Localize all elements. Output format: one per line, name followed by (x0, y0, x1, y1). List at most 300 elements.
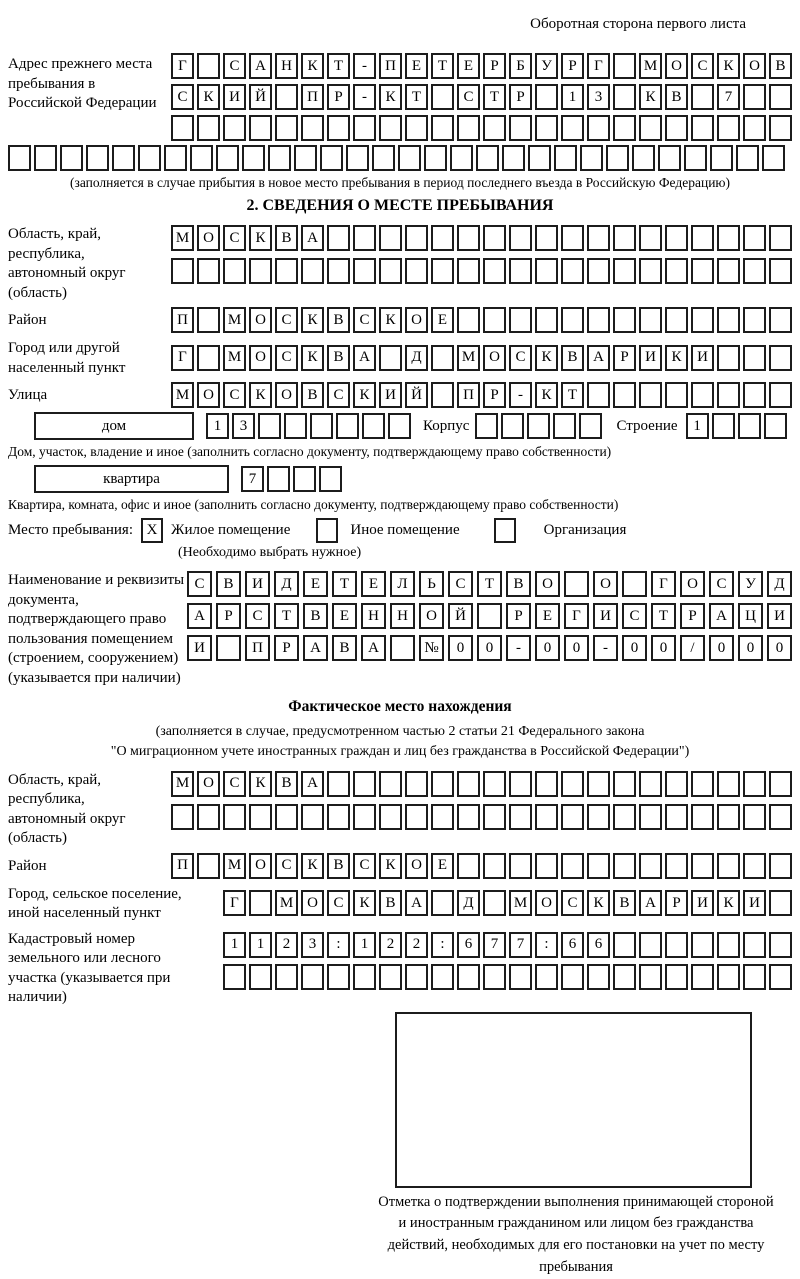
char-cell[interactable]: М (223, 345, 246, 371)
char-cell[interactable]: С (509, 345, 532, 371)
char-cell[interactable]: О (680, 571, 705, 597)
char-cell[interactable] (743, 932, 766, 958)
char-cell[interactable]: И (691, 345, 714, 371)
char-cell[interactable]: С (275, 307, 298, 333)
char-cell[interactable]: Л (390, 571, 415, 597)
char-cell[interactable]: С (353, 853, 376, 879)
char-cell[interactable]: В (613, 890, 636, 916)
char-cell[interactable] (691, 382, 714, 408)
char-cell[interactable]: М (223, 853, 246, 879)
char-cell[interactable] (613, 225, 636, 251)
char-cell[interactable] (431, 225, 454, 251)
char-cell[interactable]: К (379, 853, 402, 879)
char-cell[interactable] (293, 466, 316, 492)
char-cell[interactable]: Т (405, 84, 428, 110)
char-cell[interactable]: О (405, 853, 428, 879)
char-cell[interactable]: П (171, 307, 194, 333)
char-cell[interactable] (717, 771, 740, 797)
char-cell[interactable]: В (665, 84, 688, 110)
char-cell[interactable] (665, 771, 688, 797)
char-cell[interactable]: Р (509, 84, 532, 110)
char-cell[interactable]: Т (651, 603, 676, 629)
char-cell[interactable]: - (593, 635, 618, 661)
char-cell[interactable]: Т (274, 603, 299, 629)
char-cell[interactable] (509, 804, 532, 830)
char-cell[interactable] (405, 804, 428, 830)
char-cell[interactable]: И (379, 382, 402, 408)
char-cell[interactable] (301, 804, 324, 830)
char-cell[interactable]: С (353, 307, 376, 333)
char-cell[interactable]: Р (274, 635, 299, 661)
char-cell[interactable] (622, 571, 647, 597)
char-cell[interactable]: В (332, 635, 357, 661)
char-cell[interactable]: И (691, 890, 714, 916)
char-cell[interactable] (736, 145, 759, 171)
char-cell[interactable] (764, 413, 787, 439)
char-cell[interactable]: А (709, 603, 734, 629)
char-cell[interactable]: К (665, 345, 688, 371)
char-cell[interactable]: С (327, 382, 350, 408)
char-cell[interactable] (769, 84, 792, 110)
char-cell[interactable] (509, 771, 532, 797)
char-cell[interactable]: Г (587, 53, 610, 79)
char-cell[interactable] (639, 307, 662, 333)
char-cell[interactable]: 7 (717, 84, 740, 110)
char-cell[interactable]: О (419, 603, 444, 629)
char-cell[interactable] (138, 145, 161, 171)
char-cell[interactable] (475, 413, 498, 439)
char-cell[interactable]: 1 (561, 84, 584, 110)
char-cell[interactable]: О (275, 382, 298, 408)
char-cell[interactable] (769, 890, 792, 916)
char-cell[interactable] (171, 258, 194, 284)
char-cell[interactable]: Т (561, 382, 584, 408)
char-cell[interactable]: 0 (767, 635, 792, 661)
char-cell[interactable] (561, 307, 584, 333)
char-cell[interactable] (606, 145, 629, 171)
char-cell[interactable]: К (249, 225, 272, 251)
char-cell[interactable] (353, 115, 376, 141)
char-cell[interactable] (717, 853, 740, 879)
char-cell[interactable]: О (483, 345, 506, 371)
char-cell[interactable] (743, 307, 766, 333)
char-cell[interactable]: : (431, 932, 454, 958)
char-cell[interactable] (587, 225, 610, 251)
char-cell[interactable]: С (223, 53, 246, 79)
char-cell[interactable] (639, 258, 662, 284)
char-cell[interactable] (613, 258, 636, 284)
char-cell[interactable] (267, 466, 290, 492)
char-cell[interactable]: Е (405, 53, 428, 79)
char-cell[interactable]: У (738, 571, 763, 597)
char-cell[interactable]: Р (561, 53, 584, 79)
char-cell[interactable]: У (535, 53, 558, 79)
char-cell[interactable] (535, 225, 558, 251)
char-cell[interactable] (353, 804, 376, 830)
char-cell[interactable]: Г (651, 571, 676, 597)
char-cell[interactable] (554, 145, 577, 171)
char-cell[interactable]: К (301, 307, 324, 333)
char-cell[interactable]: : (327, 932, 350, 958)
char-cell[interactable]: : (535, 932, 558, 958)
char-cell[interactable]: Д (405, 345, 428, 371)
char-cell[interactable]: А (303, 635, 328, 661)
char-cell[interactable]: 7 (509, 932, 532, 958)
char-cell[interactable]: О (593, 571, 618, 597)
char-cell[interactable]: О (405, 307, 428, 333)
char-cell[interactable]: 2 (379, 932, 402, 958)
char-cell[interactable] (431, 258, 454, 284)
char-cell[interactable]: В (275, 225, 298, 251)
char-cell[interactable] (310, 413, 333, 439)
char-cell[interactable] (769, 258, 792, 284)
char-cell[interactable] (665, 964, 688, 990)
char-cell[interactable] (613, 804, 636, 830)
char-cell[interactable]: С (187, 571, 212, 597)
char-cell[interactable] (613, 382, 636, 408)
char-cell[interactable]: И (223, 84, 246, 110)
char-cell[interactable]: П (301, 84, 324, 110)
char-cell[interactable] (769, 307, 792, 333)
char-cell[interactable]: Р (680, 603, 705, 629)
char-cell[interactable] (561, 225, 584, 251)
char-cell[interactable] (86, 145, 109, 171)
char-cell[interactable] (327, 804, 350, 830)
char-cell[interactable]: Е (535, 603, 560, 629)
char-cell[interactable]: Н (361, 603, 386, 629)
char-cell[interactable]: 6 (457, 932, 480, 958)
char-cell[interactable] (717, 964, 740, 990)
char-cell[interactable]: А (249, 53, 272, 79)
char-cell[interactable] (379, 771, 402, 797)
char-cell[interactable]: М (639, 53, 662, 79)
char-cell[interactable]: К (535, 382, 558, 408)
char-cell[interactable] (691, 84, 714, 110)
char-cell[interactable]: А (353, 345, 376, 371)
char-cell[interactable] (717, 258, 740, 284)
char-cell[interactable]: С (275, 853, 298, 879)
char-cell[interactable] (284, 413, 307, 439)
char-cell[interactable] (405, 115, 428, 141)
char-cell[interactable]: К (197, 84, 220, 110)
char-cell[interactable] (431, 964, 454, 990)
char-cell[interactable] (717, 382, 740, 408)
mesto-checkbox-zhiloe[interactable]: X (141, 518, 163, 543)
char-cell[interactable] (249, 890, 272, 916)
char-cell[interactable] (509, 258, 532, 284)
char-cell[interactable] (379, 804, 402, 830)
char-cell[interactable]: 0 (564, 635, 589, 661)
char-cell[interactable] (561, 115, 584, 141)
char-cell[interactable] (327, 115, 350, 141)
char-cell[interactable] (743, 258, 766, 284)
char-cell[interactable]: Г (171, 53, 194, 79)
char-cell[interactable] (223, 964, 246, 990)
char-cell[interactable] (483, 804, 506, 830)
char-cell[interactable] (483, 853, 506, 879)
char-cell[interactable]: / (680, 635, 705, 661)
char-cell[interactable] (268, 145, 291, 171)
char-cell[interactable] (483, 115, 506, 141)
char-cell[interactable] (535, 258, 558, 284)
char-cell[interactable]: О (197, 225, 220, 251)
char-cell[interactable] (301, 258, 324, 284)
char-cell[interactable] (457, 771, 480, 797)
char-cell[interactable]: В (327, 853, 350, 879)
char-cell[interactable]: Д (274, 571, 299, 597)
char-cell[interactable]: Й (249, 84, 272, 110)
char-cell[interactable] (639, 771, 662, 797)
char-cell[interactable] (509, 853, 532, 879)
char-cell[interactable]: Т (477, 571, 502, 597)
char-cell[interactable] (216, 145, 239, 171)
char-cell[interactable]: 1 (686, 413, 709, 439)
char-cell[interactable]: О (197, 771, 220, 797)
char-cell[interactable]: М (509, 890, 532, 916)
char-cell[interactable] (353, 225, 376, 251)
char-cell[interactable]: № (419, 635, 444, 661)
char-cell[interactable]: Е (361, 571, 386, 597)
char-cell[interactable] (34, 145, 57, 171)
char-cell[interactable] (249, 258, 272, 284)
char-cell[interactable]: В (216, 571, 241, 597)
char-cell[interactable] (483, 307, 506, 333)
char-cell[interactable] (476, 145, 499, 171)
char-cell[interactable]: Б (509, 53, 532, 79)
char-cell[interactable] (223, 258, 246, 284)
char-cell[interactable] (639, 804, 662, 830)
char-cell[interactable] (561, 804, 584, 830)
char-cell[interactable]: Д (457, 890, 480, 916)
char-cell[interactable] (388, 413, 411, 439)
char-cell[interactable]: Р (327, 84, 350, 110)
char-cell[interactable] (275, 115, 298, 141)
char-cell[interactable]: Д (767, 571, 792, 597)
char-cell[interactable]: А (639, 890, 662, 916)
char-cell[interactable] (587, 307, 610, 333)
char-cell[interactable]: М (171, 382, 194, 408)
char-cell[interactable] (8, 145, 31, 171)
char-cell[interactable]: С (223, 382, 246, 408)
char-cell[interactable]: К (353, 382, 376, 408)
char-cell[interactable]: С (691, 53, 714, 79)
char-cell[interactable] (405, 258, 428, 284)
char-cell[interactable]: В (506, 571, 531, 597)
char-cell[interactable] (457, 258, 480, 284)
char-cell[interactable]: К (353, 890, 376, 916)
char-cell[interactable] (587, 258, 610, 284)
char-cell[interactable] (353, 771, 376, 797)
char-cell[interactable]: М (171, 771, 194, 797)
char-cell[interactable] (587, 853, 610, 879)
char-cell[interactable]: О (249, 307, 272, 333)
char-cell[interactable]: Т (483, 84, 506, 110)
char-cell[interactable] (431, 345, 454, 371)
char-cell[interactable] (483, 225, 506, 251)
char-cell[interactable] (738, 413, 761, 439)
char-cell[interactable]: С (275, 345, 298, 371)
char-cell[interactable]: 1 (223, 932, 246, 958)
char-cell[interactable] (535, 115, 558, 141)
char-cell[interactable] (336, 413, 359, 439)
char-cell[interactable] (527, 413, 550, 439)
char-cell[interactable] (457, 964, 480, 990)
char-cell[interactable] (639, 853, 662, 879)
char-cell[interactable] (613, 115, 636, 141)
char-cell[interactable] (535, 964, 558, 990)
char-cell[interactable] (710, 145, 733, 171)
char-cell[interactable]: Т (332, 571, 357, 597)
char-cell[interactable] (743, 853, 766, 879)
char-cell[interactable]: В (275, 771, 298, 797)
char-cell[interactable] (197, 53, 220, 79)
char-cell[interactable]: К (249, 771, 272, 797)
char-cell[interactable] (535, 84, 558, 110)
char-cell[interactable] (164, 145, 187, 171)
char-cell[interactable] (372, 145, 395, 171)
char-cell[interactable] (379, 258, 402, 284)
char-cell[interactable] (301, 115, 324, 141)
char-cell[interactable]: Е (332, 603, 357, 629)
char-cell[interactable] (171, 804, 194, 830)
char-cell[interactable]: И (743, 890, 766, 916)
char-cell[interactable]: К (301, 853, 324, 879)
char-cell[interactable] (379, 345, 402, 371)
char-cell[interactable]: С (327, 890, 350, 916)
char-cell[interactable] (712, 413, 735, 439)
char-cell[interactable] (639, 932, 662, 958)
char-cell[interactable]: О (249, 853, 272, 879)
char-cell[interactable] (509, 225, 532, 251)
char-cell[interactable] (691, 932, 714, 958)
char-cell[interactable] (197, 804, 220, 830)
char-cell[interactable] (613, 771, 636, 797)
char-cell[interactable]: В (379, 890, 402, 916)
char-cell[interactable]: 2 (275, 932, 298, 958)
char-cell[interactable] (483, 771, 506, 797)
char-cell[interactable] (769, 853, 792, 879)
char-cell[interactable]: А (587, 345, 610, 371)
char-cell[interactable] (743, 225, 766, 251)
char-cell[interactable] (665, 382, 688, 408)
char-cell[interactable]: К (535, 345, 558, 371)
char-cell[interactable] (553, 413, 576, 439)
char-cell[interactable]: О (743, 53, 766, 79)
char-cell[interactable]: И (593, 603, 618, 629)
char-cell[interactable]: Р (483, 53, 506, 79)
char-cell[interactable] (327, 258, 350, 284)
char-cell[interactable]: Р (613, 345, 636, 371)
char-cell[interactable]: - (353, 53, 376, 79)
char-cell[interactable] (639, 382, 662, 408)
char-cell[interactable] (691, 804, 714, 830)
char-cell[interactable] (579, 413, 602, 439)
char-cell[interactable] (613, 853, 636, 879)
char-cell[interactable] (275, 964, 298, 990)
char-cell[interactable]: В (303, 603, 328, 629)
char-cell[interactable]: О (535, 890, 558, 916)
char-cell[interactable]: 1 (206, 413, 229, 439)
char-cell[interactable]: О (535, 571, 560, 597)
char-cell[interactable]: 0 (709, 635, 734, 661)
char-cell[interactable] (665, 258, 688, 284)
char-cell[interactable]: К (717, 890, 740, 916)
char-cell[interactable] (564, 571, 589, 597)
char-cell[interactable] (112, 145, 135, 171)
char-cell[interactable] (457, 307, 480, 333)
char-cell[interactable]: И (639, 345, 662, 371)
char-cell[interactable] (509, 307, 532, 333)
char-cell[interactable]: К (301, 345, 324, 371)
char-cell[interactable] (353, 258, 376, 284)
char-cell[interactable]: 3 (232, 413, 255, 439)
char-cell[interactable] (665, 225, 688, 251)
char-cell[interactable]: 7 (241, 466, 264, 492)
char-cell[interactable] (301, 964, 324, 990)
char-cell[interactable]: Н (390, 603, 415, 629)
char-cell[interactable] (743, 382, 766, 408)
char-cell[interactable] (769, 345, 792, 371)
char-cell[interactable] (424, 145, 447, 171)
char-cell[interactable] (665, 307, 688, 333)
char-cell[interactable]: И (767, 603, 792, 629)
char-cell[interactable] (197, 853, 220, 879)
char-cell[interactable]: 2 (405, 932, 428, 958)
char-cell[interactable]: 0 (622, 635, 647, 661)
char-cell[interactable] (691, 258, 714, 284)
char-cell[interactable] (769, 932, 792, 958)
char-cell[interactable]: В (301, 382, 324, 408)
char-cell[interactable] (769, 225, 792, 251)
char-cell[interactable] (613, 53, 636, 79)
char-cell[interactable]: С (448, 571, 473, 597)
char-cell[interactable]: 0 (535, 635, 560, 661)
char-cell[interactable] (743, 771, 766, 797)
char-cell[interactable] (691, 115, 714, 141)
char-cell[interactable]: 1 (249, 932, 272, 958)
char-cell[interactable]: 3 (301, 932, 324, 958)
char-cell[interactable] (457, 853, 480, 879)
char-cell[interactable]: 0 (738, 635, 763, 661)
char-cell[interactable] (613, 307, 636, 333)
char-cell[interactable] (171, 115, 194, 141)
char-cell[interactable] (535, 804, 558, 830)
char-cell[interactable]: Р (506, 603, 531, 629)
char-cell[interactable]: Е (303, 571, 328, 597)
char-cell[interactable] (502, 145, 525, 171)
char-cell[interactable]: К (379, 307, 402, 333)
char-cell[interactable] (190, 145, 213, 171)
char-cell[interactable] (587, 771, 610, 797)
char-cell[interactable] (431, 771, 454, 797)
char-cell[interactable]: - (506, 635, 531, 661)
char-cell[interactable] (769, 115, 792, 141)
char-cell[interactable] (632, 145, 655, 171)
char-cell[interactable]: Ь (419, 571, 444, 597)
mesto-checkbox-inoe[interactable] (316, 518, 338, 543)
char-cell[interactable] (275, 84, 298, 110)
char-cell[interactable]: П (457, 382, 480, 408)
char-cell[interactable] (613, 964, 636, 990)
char-cell[interactable] (639, 115, 662, 141)
char-cell[interactable]: С (245, 603, 270, 629)
char-cell[interactable]: О (197, 382, 220, 408)
char-cell[interactable]: - (509, 382, 532, 408)
char-cell[interactable] (398, 145, 421, 171)
char-cell[interactable] (379, 115, 402, 141)
char-cell[interactable] (665, 853, 688, 879)
char-cell[interactable] (535, 307, 558, 333)
